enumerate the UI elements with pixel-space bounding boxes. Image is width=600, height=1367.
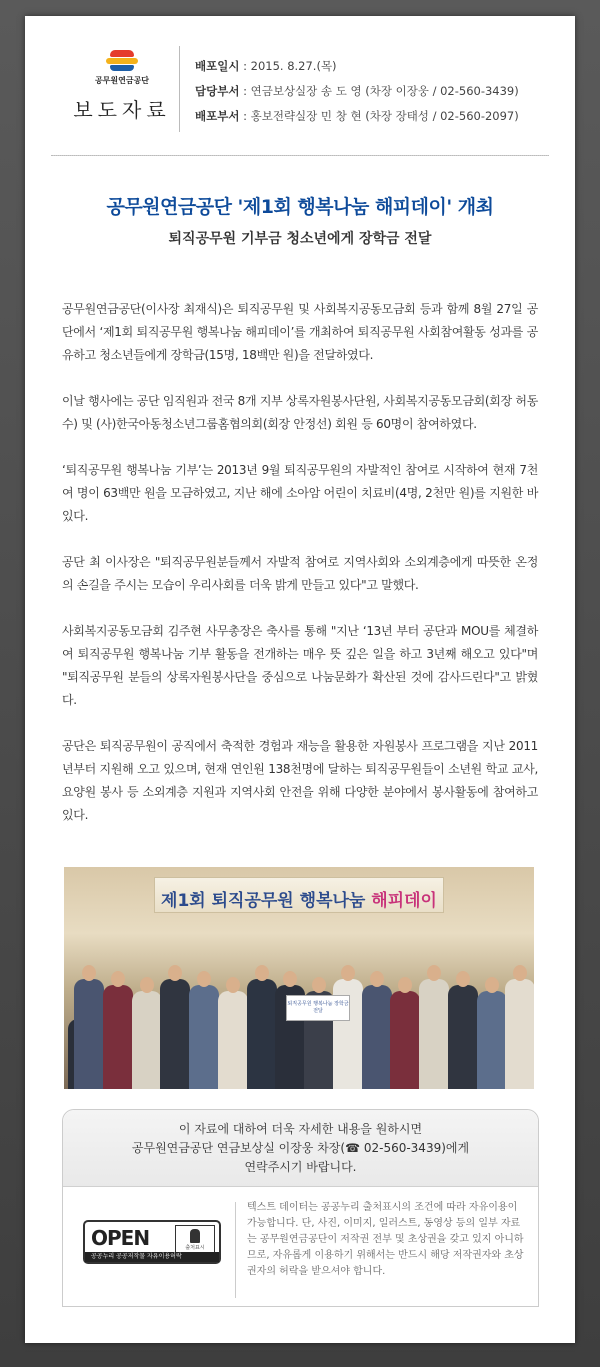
header-rule <box>51 155 549 156</box>
person <box>390 991 420 1089</box>
article-title: 공무원연금공단 '제1회 행복나눔 해피데이' 개최 <box>106 196 494 218</box>
org-name: 공무원연금공단 <box>94 76 150 85</box>
license-notice: 텍스트 데이터는 공공누리 출처표시의 조건에 따라 자유이용이 가능합니다. 단, 사진, 이미지, 일러스트, 동영상 등의 일부 자료는 공무원연금공단이 저작권 전부 및 초상권을 갖고 있지 아니하므로, 자유롭게 이용하기 위해서는 반드시 해당 저작권자와 초상권자의 허락을 받으셔야 합니다. <box>247 1202 524 1277</box>
contact-line: 연락주시기 바랍니다. <box>244 1160 357 1174</box>
person <box>448 985 478 1089</box>
person <box>247 979 277 1089</box>
meta-contact-dept: 담당부서 : 연금보상실장 송 도 영 (차장 이장웅 / 02-560-3439) <box>195 84 519 98</box>
person <box>505 979 534 1089</box>
article-subtitle: 퇴직공무원 기부금 청소년에게 장학금 전달 <box>168 231 432 247</box>
attribution-badge-icon <box>175 1225 215 1253</box>
meta-release-dept: 배포부서 : 홍보전략실장 민 창 현 (차장 장태성 / 02-560-2097) <box>195 109 519 123</box>
open-wordmark: OPEN <box>91 1226 150 1250</box>
person-icon <box>190 1229 200 1243</box>
paragraph: 사회복지공동모금회 김주현 사무총장은 축사를 통해 "지난 ‘13년 부터 공단과 MOU를 체결하여 퇴직공무원 행복나눔 기부 활동을 전개하는 매우 뜻 깊은 일을 하고 3년째 해오고 있다"며 "퇴직공무원 분들의 상록자원봉사단을 중심으로 나눔문화가 확산된 것에 감사드린다"고 밝혔다. <box>62 624 538 707</box>
press-header <box>25 16 575 156</box>
org-logo <box>67 50 177 123</box>
person <box>132 991 162 1089</box>
scholarship-sign: 퇴직공무원 행복나눔 장학금 전달 <box>286 995 350 1021</box>
doc-type-title: 보도자료 <box>73 98 171 122</box>
meta-date: 배포일시 : 2015. 8.27.(목) <box>195 59 337 73</box>
person <box>362 985 392 1089</box>
contact-info <box>63 1110 538 1187</box>
person <box>218 991 248 1089</box>
license-bar: 공공누리 공공저작물 자유이용허락 <box>85 1252 219 1262</box>
license-divider <box>235 1202 236 1298</box>
article-body <box>62 298 538 850</box>
release-meta <box>195 54 519 129</box>
paragraph: 이날 행사에는 공단 임직원과 전국 8개 지부 상록자원봉사단원, 사회복지공동모금회(회장 허동수) 및 (사)한국아동청소년그룹홈협의회(회장 안정선) 회원 등 60명이 참여하였다. <box>62 394 538 431</box>
person <box>103 985 133 1089</box>
banner-text: 제1회 퇴직공무원 행복나눔 <box>161 891 372 911</box>
event-group-photo <box>64 867 534 1089</box>
contact-box <box>62 1109 539 1307</box>
person <box>74 979 104 1089</box>
org-emblem-icon <box>102 50 142 72</box>
paragraph: 공단은 퇴직공무원이 공직에서 축적한 경험과 재능을 활용한 자원봉사 프로그램을 지난 2011년부터 지원해 오고 있으며, 현재 연인원 138천명에 달하는 퇴직공무원들이 소년원 학교 교사, 요양원 봉사 등 소외계층 지원과 지역사회 안전을 위해 다양한 분야에서 봉사활동에 참여하고 있다. <box>62 739 538 822</box>
paragraph: 공단 최 이사장은 "퇴직공무원분들께서 자발적 참여로 지역사회와 소외계층에게 따뜻한 온정의 손길을 주시는 모습이 우리사회를 더욱 밝게 만들고 있다"고 말했다. <box>62 555 538 592</box>
kogl-open-logo <box>83 1220 221 1264</box>
contact-line: 이 자료에 대하여 더욱 자세한 내용을 원하시면 <box>178 1122 423 1136</box>
badge-label: 출처표시 <box>185 1245 205 1251</box>
event-banner <box>154 877 444 913</box>
banner-highlight: 해피데이 <box>371 891 437 911</box>
person <box>160 979 190 1089</box>
person <box>189 985 219 1089</box>
header-divider <box>179 46 180 132</box>
paragraph: 공무원연금공단(이사장 최재식)은 퇴직공무원 및 사회복지공동모금회 등과 함께 8월 27일 공단에서 ‘제1회 퇴직공무원 행복나눔 해피데이’를 개최하여 퇴직공무원 사회참여활동 성과를 공유하고 청소년들에게 장학금(15명, 18백만 원)을 전달하였다. <box>62 302 538 362</box>
paragraph: ‘퇴직공무원 행복나눔 기부’는 2013년 9월 퇴직공무원의 자발적인 참여로 시작하여 현재 7천여 명이 63백만 원을 모금하였고, 지난 해에 소아암 어린이 치료비(4명, 2천만 원)를 지원한 바 있다. <box>62 463 538 523</box>
press-release-page <box>25 16 575 1343</box>
person <box>477 991 507 1089</box>
person <box>419 979 449 1089</box>
contact-line: 공무원연금공단 연금보상실 이장웅 차장(☎ 02-560-3439)에게 <box>131 1141 470 1155</box>
